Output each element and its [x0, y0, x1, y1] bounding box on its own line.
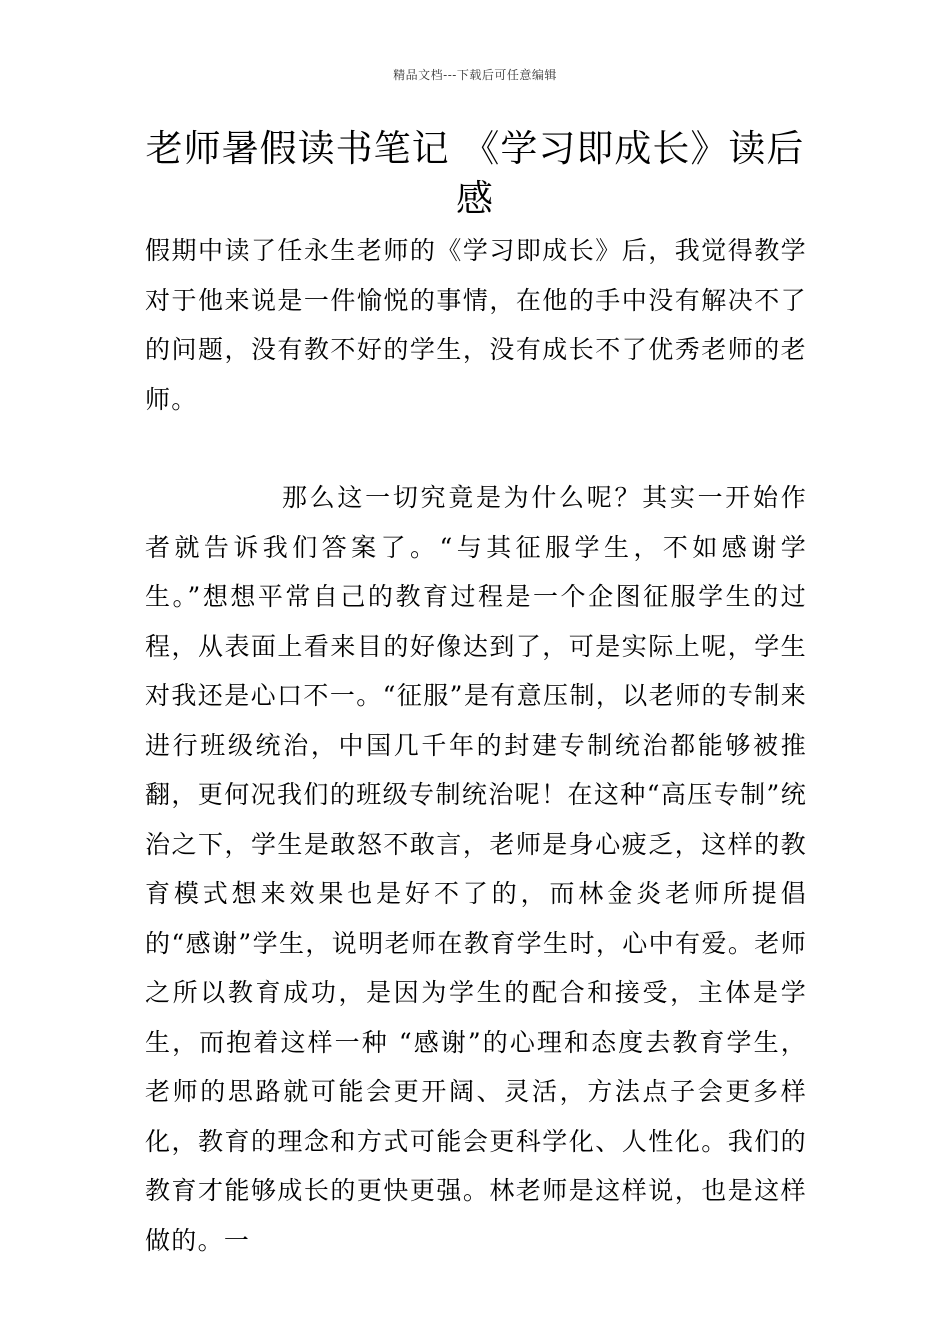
- header-note: 精品文档---下载后可任意编辑: [393, 68, 557, 82]
- paragraph-2: 那么这一切究竟是为什么呢？其实一开始作者就告诉我们答案了。“与其征服学生，不如感谢学生。”想想平常自己的教育过程是一个企图征服学生的过程，从表面上看来目的好像达到了，可是实际上呢，学生对我还是心口不一。“征服”是有意压制，以老师的专制来进行班级统治，中国几千年的封建专制统治都能够被推翻，更何况我们的班级专制统治呢！在这种“高压专制”统治之下，学生是敢怒不敢言，老师是身心疲乏，这样的教育模式想来效果也是好不了的，而林金炎老师所提倡的“感谢”学生，说明老师在教育学生时，心中有爱。老师之所以教育成功，是因为学生的配合和接受，主体是学生，而抱着这样一种 “感谢”的心理和态度去教育学生，老师的思路就可能会更开阔、灵活，方法点子会更多样化，教育的理念和方式可能会更科学化、人性化。我们的教育才能够成长的更快更强。林老师是这样说，也是这样做的。一: [145, 483, 807, 1255]
- paragraph-1: 假期中读了任永生老师的《学习即成长》后，我觉得教学对于他来说是一件愉悦的事情，在他的手中没有解决不了的问题，没有教不好的学生，没有成长不了优秀老师的老师。: [145, 236, 807, 414]
- document-title: 老师暑假读书笔记 《学习即成长》读后感: [145, 127, 805, 220]
